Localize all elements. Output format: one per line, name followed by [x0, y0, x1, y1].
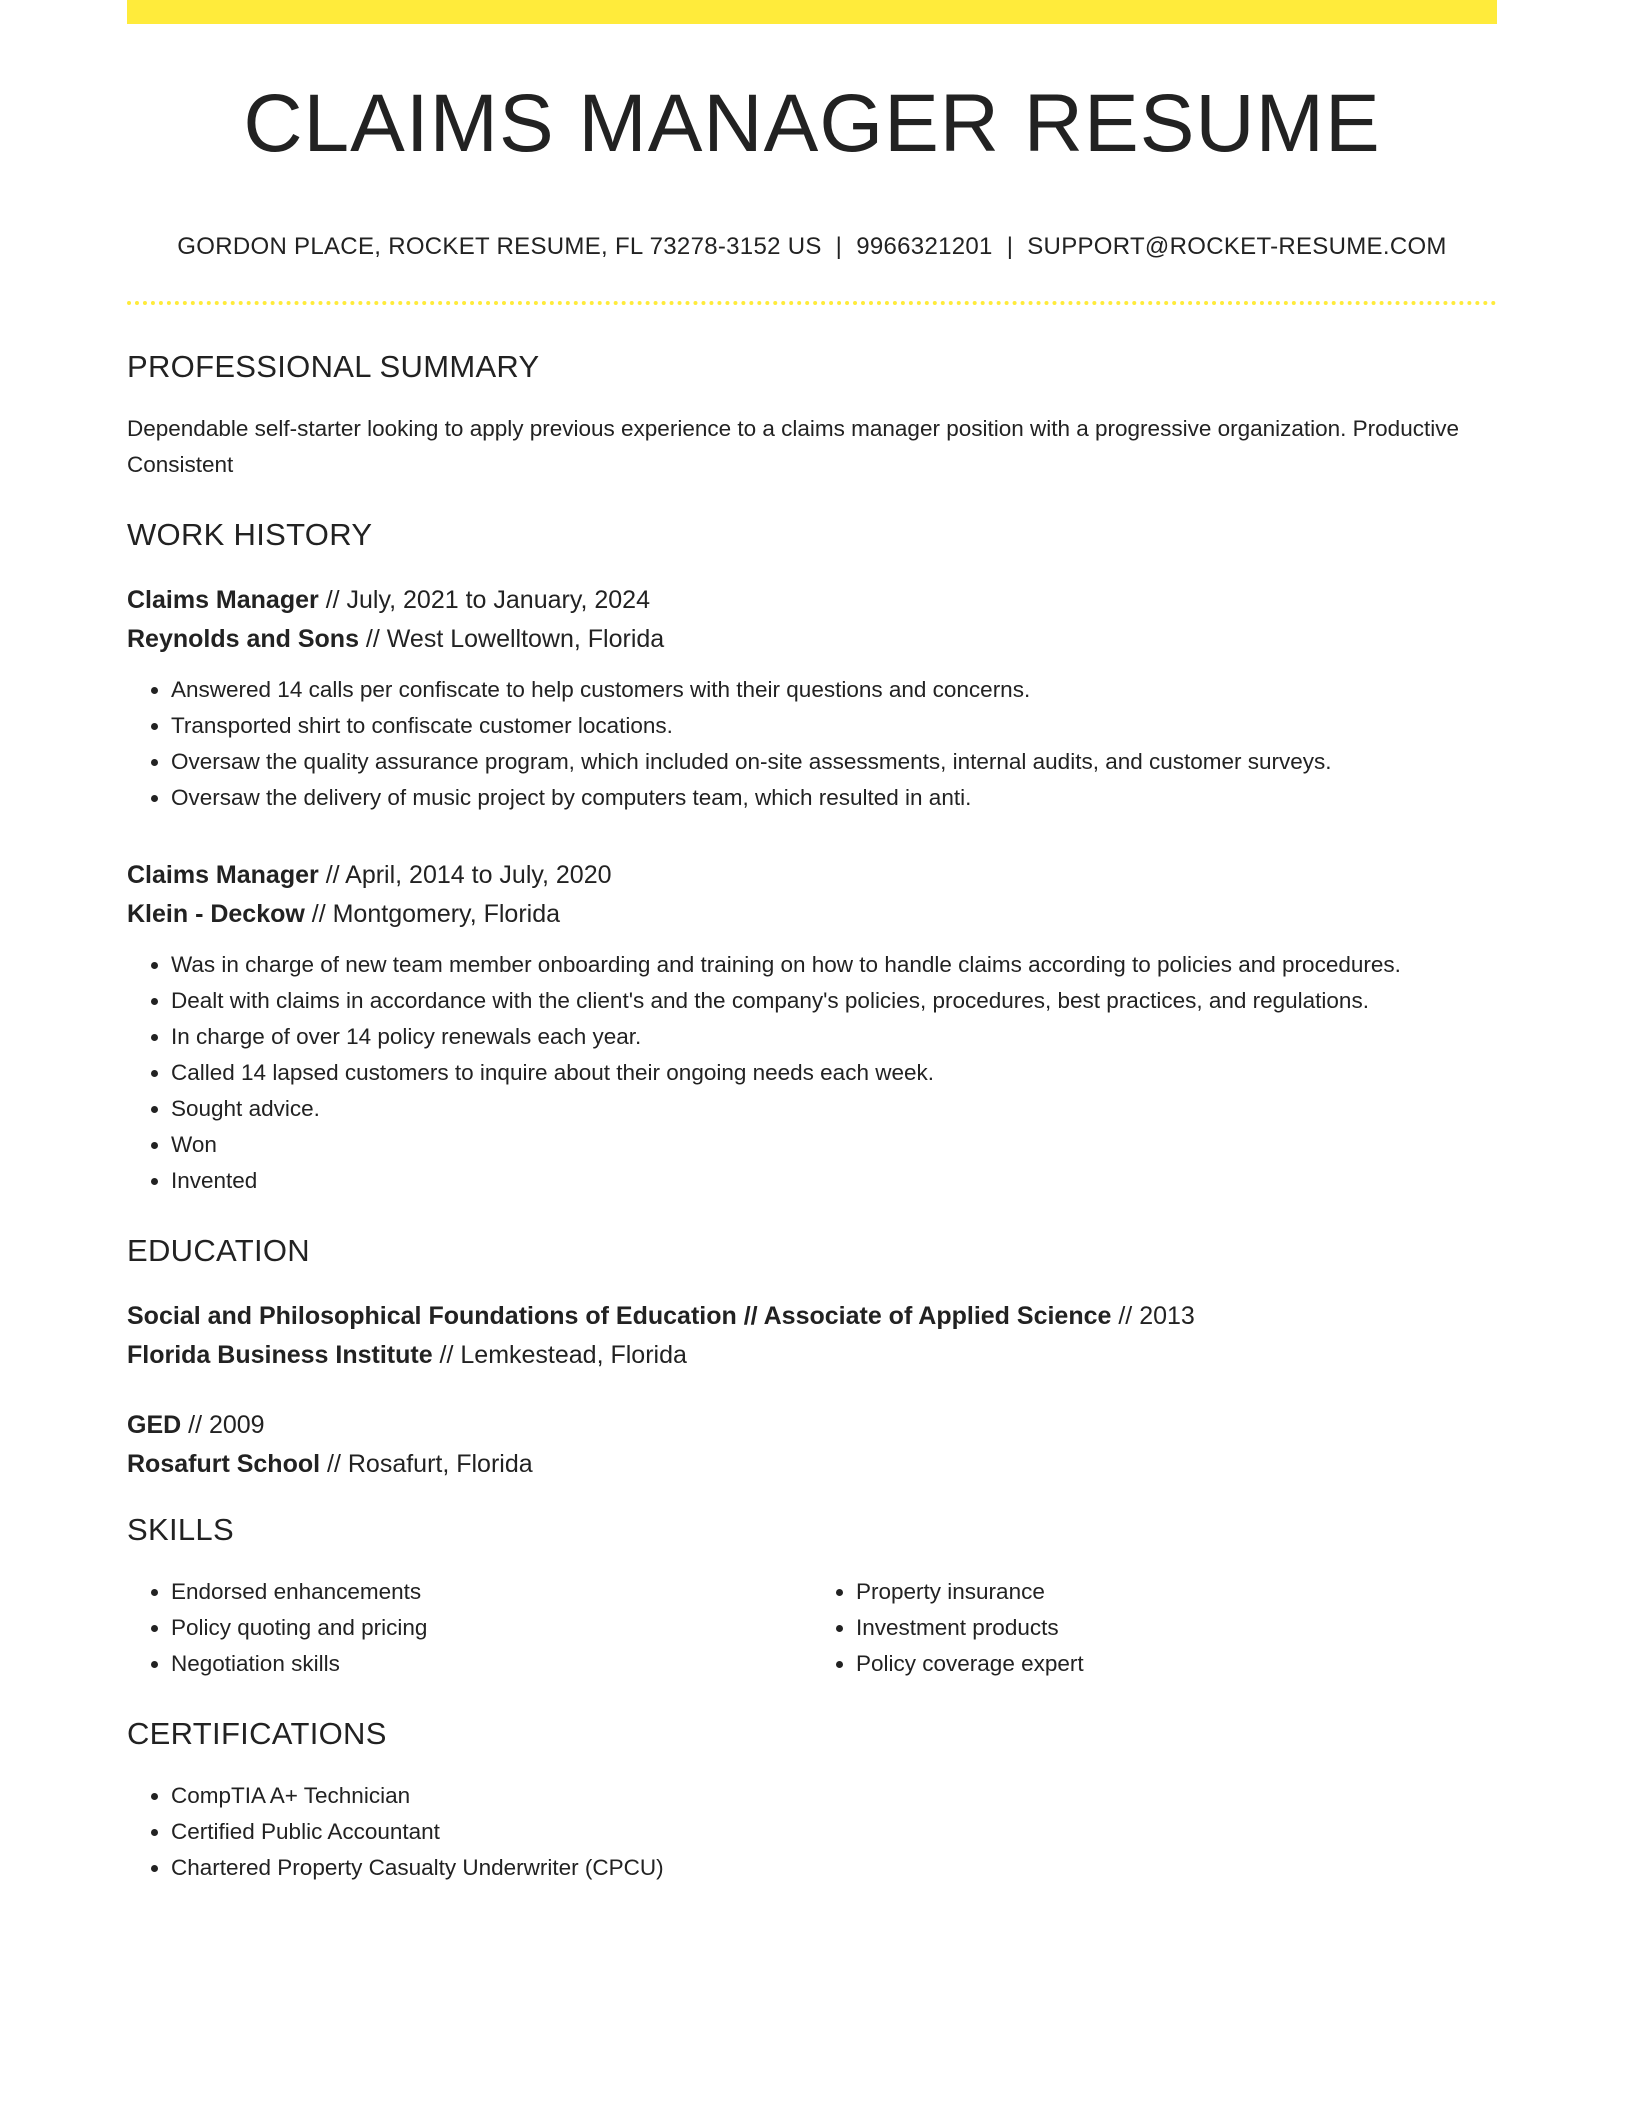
contact-address: GORDON PLACE, ROCKET RESUME, FL 73278-3152 US — [177, 233, 822, 261]
education-entry — [127, 1297, 1497, 1375]
job-company-line — [127, 895, 1497, 934]
list-item: • Oversaw the delivery of music project by computers team, which resulted in anti. — [171, 780, 1497, 816]
section-heading-work: WORK HISTORY — [127, 517, 373, 553]
list-item: • Was in charge of new team member onboarding and training on how to handle claims according to policies and procedures. — [171, 947, 1497, 983]
list-item: • In charge of over 14 policy renewals each year. — [171, 1019, 1497, 1055]
skills-columns — [127, 1574, 1497, 1682]
job-title: Claims Manager — [127, 861, 319, 890]
job-bullets — [127, 672, 1497, 816]
list-item: • Answered 14 calls per confiscate to help customers with their questions and concerns. — [171, 672, 1497, 708]
list-item: • Called 14 lapsed customers to inquire about their ongoing needs each week. — [171, 1055, 1497, 1091]
education-degree: Social and Philosophical Foundations of Education // Associate of Applied Science — [127, 1302, 1112, 1331]
education-school: Rosafurt School — [127, 1450, 321, 1479]
list-item: • Sought advice. — [171, 1091, 1497, 1127]
contact-email: SUPPORT@ROCKET-RESUME.COM — [1027, 233, 1447, 261]
skills-list-right — [812, 1574, 1497, 1682]
job-dates: // April, 2014 to July, 2020 — [318, 861, 612, 890]
list-item: • Dealt with claims in accordance with the client's and the company's policies, procedures, best practices, and regulations. — [171, 983, 1497, 1019]
list-item: • Investment products — [856, 1610, 1497, 1646]
list-item: • Policy quoting and pricing — [171, 1610, 812, 1646]
section-heading-certifications: CERTIFICATIONS — [127, 1716, 387, 1752]
job-company-line — [127, 620, 1497, 659]
education-location: // Lemkestead, Florida — [432, 1341, 687, 1370]
dotted-divider — [127, 301, 1497, 305]
contact-phone: 9966321201 — [856, 233, 993, 261]
contact-line — [127, 233, 1497, 261]
job-company: Reynolds and Sons — [127, 625, 359, 654]
skills-list-left — [127, 1574, 812, 1682]
education-degree-line — [127, 1297, 1497, 1336]
list-item: • Chartered Property Casualty Underwriter (CPCU) — [171, 1850, 1497, 1886]
list-item: • Won — [171, 1127, 1497, 1163]
list-item: • Certified Public Accountant — [171, 1814, 1497, 1850]
education-entry — [127, 1406, 1497, 1484]
job-entry — [127, 581, 1497, 816]
job-entry — [127, 856, 1497, 1199]
top-accent-bar — [127, 0, 1497, 24]
job-title-line — [127, 856, 1497, 895]
job-location: // Montgomery, Florida — [304, 900, 561, 929]
page-title: CLAIMS MANAGER RESUME — [243, 78, 1381, 169]
summary-text: Dependable self-starter looking to apply previous experience to a claims manager position with a progressive organization. Productive Consistent — [127, 416, 1459, 478]
education-school-line — [127, 1445, 1497, 1484]
list-item: • Property insurance — [856, 1574, 1497, 1610]
education-degree-line — [127, 1406, 1497, 1445]
list-item: • Invented — [171, 1163, 1497, 1199]
job-dates: // July, 2021 to January, 2024 — [318, 586, 650, 615]
section-heading-summary: PROFESSIONAL SUMMARY — [127, 349, 540, 385]
job-title-line — [127, 581, 1497, 620]
section-heading-education: EDUCATION — [127, 1233, 310, 1269]
certifications-list — [127, 1778, 1497, 1886]
list-item: • CompTIA A+ Technician — [171, 1778, 1497, 1814]
education-year: // 2009 — [181, 1411, 265, 1440]
list-item: • Policy coverage expert — [856, 1646, 1497, 1682]
list-item: • Oversaw the quality assurance program, which included on-site assessments, internal audits, and customer surveys. — [171, 744, 1497, 780]
education-school: Florida Business Institute — [127, 1341, 433, 1370]
education-school-line — [127, 1336, 1497, 1375]
contact-separator: | — [835, 233, 843, 261]
list-item: • Endorsed enhancements — [171, 1574, 812, 1610]
education-year: // 2013 — [1111, 1302, 1195, 1331]
job-location: // West Lowelltown, Florida — [358, 625, 665, 654]
list-item: • Transported shirt to confiscate customer locations. — [171, 708, 1497, 744]
education-degree: GED — [127, 1411, 182, 1440]
job-bullets — [127, 947, 1497, 1199]
job-company: Klein - Deckow — [127, 900, 305, 929]
section-heading-skills: SKILLS — [127, 1512, 234, 1548]
contact-separator: | — [1006, 233, 1014, 261]
job-title: Claims Manager — [127, 586, 319, 615]
resume-page — [127, 0, 1497, 1886]
education-location: // Rosafurt, Florida — [320, 1450, 533, 1479]
list-item: • Negotiation skills — [171, 1646, 812, 1682]
